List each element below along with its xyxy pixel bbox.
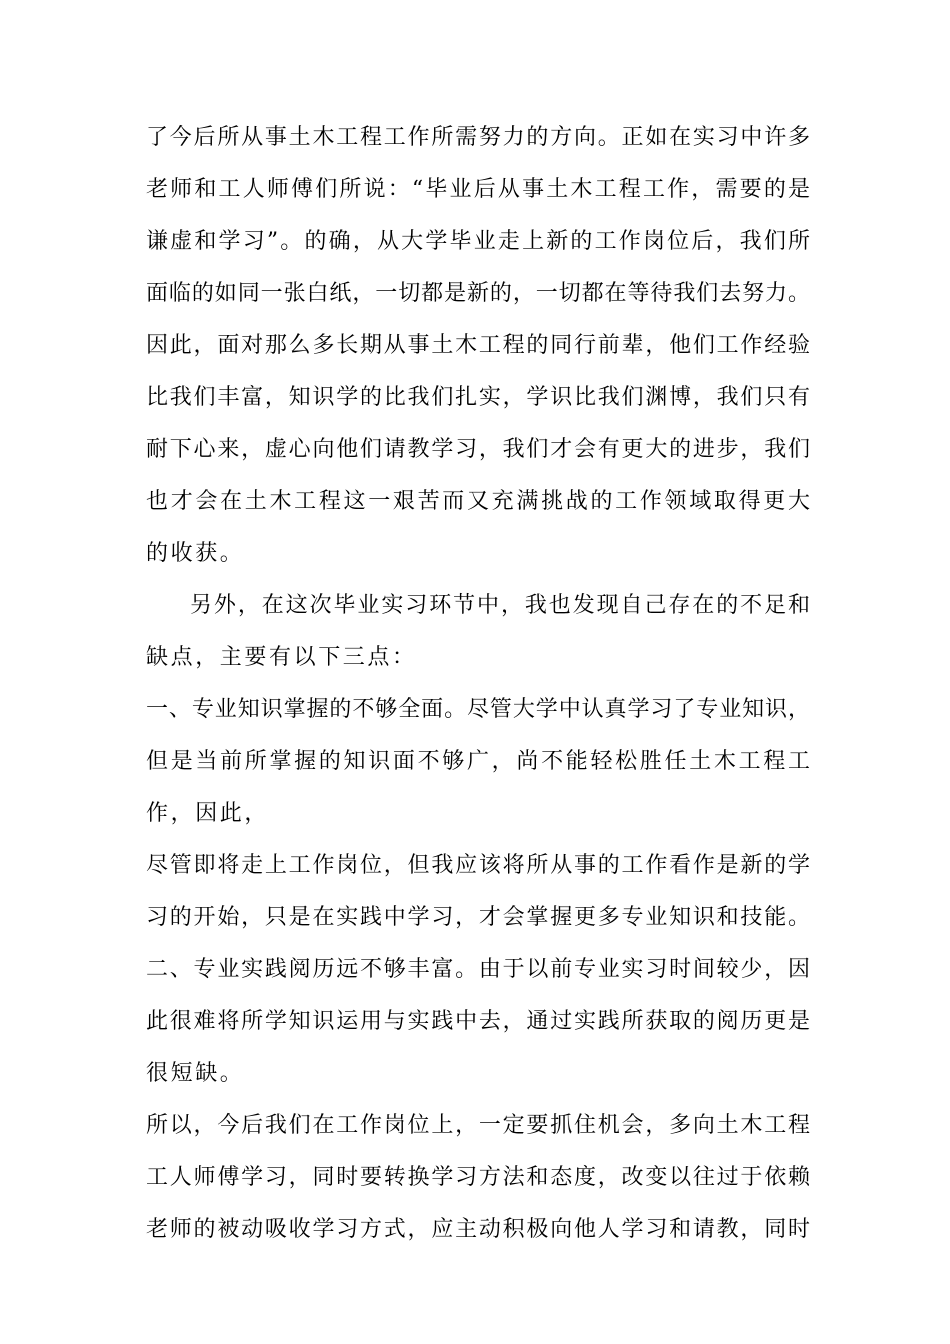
text-line: 缺点，主要有以下三点： [146,645,417,670]
text-line: 工人师傅学习，同时要转换学习方法和态度，改变以往过于依赖 [146,1165,810,1190]
text-line: 此很难将所学知识运用与实践中去，通过实践所获取的阅历更是 [146,1009,810,1034]
text-line: 习的开始，只是在实践中学习，才会掌握更多专业知识和技能。 [146,905,810,930]
text-line: 但是当前所掌握的知识面不够广，尚不能轻松胜任土木工程工 [146,749,810,774]
text-line: 老师的被动吸收学习方式，应主动积极向他人学习和请教，同时 [146,1217,810,1242]
text-line: 了今后所从事土木工程工作所需努力的方向。正如在实习中许多 [146,125,810,150]
text-line: 因此，面对那么多长期从事土木工程的同行前辈，他们工作经验 [146,333,810,358]
text-line: 耐下心来，虚心向他们请教学习，我们才会有更大的进步，我们 [146,437,810,462]
text-line: 面临的如同一张白纸，一切都是新的，一切都在等待我们去努力。 [146,281,810,306]
text-line: 的收获。 [146,541,245,566]
text-line: 老师和工人师傅们所说：“毕业后从事土木工程工作，需要的是 [146,177,810,202]
text-line: 所以，今后我们在工作岗位上，一定要抓住机会，多向土木工程 [146,1113,810,1138]
list-item-heading: 二、专业实践阅历远不够丰富。由于以前专业实习时间较少，因 [146,957,810,982]
list-item-heading: 一、专业知识掌握的不够全面。尽管大学中认真学习了专业知识， [146,697,810,722]
document-body [146,112,810,1256]
text-line: 谦虚和学习”。的确，从大学毕业走上新的工作岗位后，我们所 [146,229,810,254]
paragraph-first-line: 另外，在这次毕业实习环节中，我也发现自己存在的不足和 [190,593,810,618]
text-line: 尽管即将走上工作岗位，但我应该将所从事的工作看作是新的学 [146,853,810,878]
text-line: 作，因此， [146,801,270,826]
text-line: 很短缺。 [146,1061,245,1086]
text-line: 比我们丰富，知识学的比我们扎实，学识比我们渊博，我们只有 [146,385,810,410]
text-line: 也才会在土木工程这一艰苦而又充满挑战的工作领域取得更大 [146,489,810,514]
